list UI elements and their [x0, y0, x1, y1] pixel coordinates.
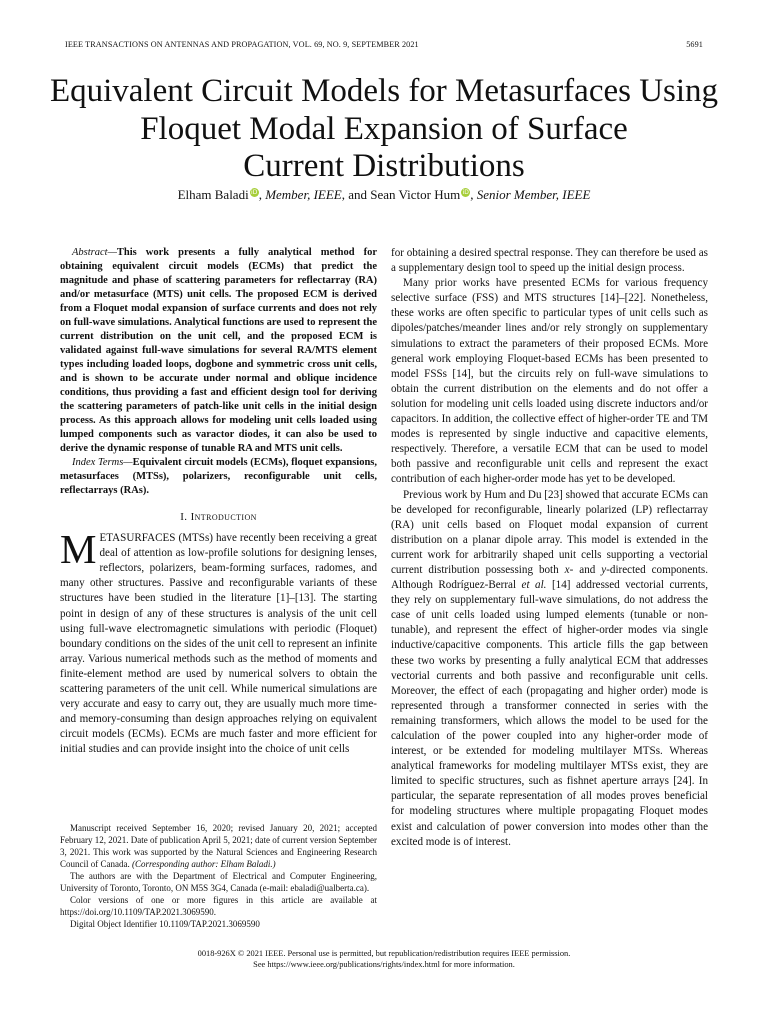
abstract [60, 246, 377, 456]
section-title: Introduction [190, 511, 257, 523]
left-column [60, 246, 377, 758]
index-terms [60, 456, 377, 498]
section-heading-introduction [60, 510, 377, 525]
index-terms-text: Equivalent circuit models (ECMs), floquet expansions, metasurfaces (MTSs), polarizers, reconfigurable unit cells, reflectarrays (RAs). [60, 457, 377, 496]
author-connector: , and [341, 187, 371, 202]
section-numeral: I. [180, 511, 191, 523]
orcid-icon[interactable]: iD [251, 188, 258, 196]
intro-paragraph-1-text: ETASURFACES (MTSs) have recently been receiving a great deal of attention as low-profile solutions for designing lenses, reflectors, polarizers, beam-forming surfaces, radomes, and many other structures. Passive and reconfigurable variants of these structures have been studied in the literature [1]–[13]. The starting point in design of any of these structures is analysis of the unit cell using full-wave electromagnetic simulations with periodic (Floquet) boundary conditions on the sides of the unit cell to represent an infinite array. Various numerical methods such as the method of moments and finite-element method are used by numerical solvers to obtain the scattering parameters of the unit cell. While numerical simulations are very accurate and easy to carry out, they are usually much more time- and memory-consuming than design approaches relying on equivalent circuit models (ECMs). ECMs are much faster and more efficient for initial studies and can provide insight into the choice of unit cells [60, 532, 377, 756]
author-name-1: Elham Baladi [177, 187, 249, 202]
copyright-notice [60, 948, 708, 970]
intro-paragraph-3: Previous work by Hum and Du [23] showed that accurate ECMs can be developed for reconfigurable, linearly polarized (LP) reflectarray (RA) unit cells based on Floquet modal expansion of current distribution on a planar dipole array. This model is extended in the current work for arbitrarily shaped unit cells supporting a vectorial current distribution possessing both x- and y-directed components. Although Rodríguez-Berral et al. [14] addressed vectorial currents, they rely on supplementary full-wave simulations, do not address the case of unit cells loaded using lumped elements (tunable or non-tunable), and represent the effect of higher-order modes via single inductive/capacitive components. This article fills the gap between these two works by presenting a fully analytical ECM that addresses vectorial currents and both passive and reconfigurable unit cells. Moreover, the effect of each (propagating and higher order) mode is represented through a transformer connected in series with the remaining transformers, which allows the model to be used for the calculation of the power coupled into any higher-order mode of interest, or be extended for modeling multilayer MTSs. Whereas analytical frameworks for modeling multilayer MTSs exist, they are limited to specific structures, such as fishnet aperture arrays [24]. In particular, the separate representation of all modes proves beneficial for modeling structures where multiple propagating Floquet modes exist and calculation of power conversion into modes other than the excited mode is of interest. [391, 488, 708, 848]
abstract-lead: Abstract— [72, 247, 117, 258]
footnotes [60, 822, 377, 930]
title-line-1: Equivalent Circuit Models for Metasurfaces Using [49, 73, 719, 109]
journal-header: IEEE TRANSACTIONS ON ANTENNAS AND PROPAGATION, VOL. 69, NO. 9, SEPTEMBER 2021 [65, 40, 419, 49]
abstract-text: This work presents a fully analytical method for obtaining equivalent circuit models (ECMs) that predict the magnitude and phase of scattering parameters for reflectarray (RA) and/or metasurface (MTS) unit cells. The proposed ECM is derived from a Floquet modal expansion of surface currents and does not rely on full-wave simulations. Analytical functions are used to represent the current distribution on the unit cell, and the proposed ECM is validated against full-wave simulations for several RA/MTS element types including loaded loops, dogbone and symmetric cross unit cells, and is shown to be accurate under normal and oblique incidence conditions, thus providing a fast and efficient design tool for deriving the scattering parameters of patch-like unit cells in the initial design process. As this approach allows for modeling unit cells loaded using lumped components such as varactor diodes, it can also be used to derive the dynamic response of tunable RA and MTS unit cells. [60, 247, 377, 454]
footnote-color-versions: Color versions of one or more figures in this article are available at https://doi.org/10.1109/TAP.2021.3069590. [60, 895, 377, 917]
title-line-3: Current Distributions [243, 148, 525, 184]
author-name-2: Sean Victor Hum [370, 187, 461, 202]
right-column [391, 246, 708, 850]
copyright-line-2: See https://www.ieee.org/publications/rights/index.html for more information. [253, 960, 515, 969]
footnote-affiliation: The authors are with the Department of Electrical and Computer Engineering, University of Toronto, Toronto, ON M5S 3G4, Canada (e-mail: ebaladi@ualberta.ca). [60, 871, 377, 893]
running-head [65, 40, 703, 49]
copyright-line-1: 0018-926X © 2021 IEEE. Personal use is permitted, but republication/redistribution requires IEEE permission. [197, 949, 571, 958]
title-line-2: Floquet Modal Expansion of Surface [140, 110, 628, 147]
page-number: 5691 [686, 40, 703, 49]
author-line: Elham Baladi iD, Member, IEEE, and Sean Victor Hum iD, Senior Member, IEEE [177, 187, 591, 202]
author-role-2: Senior Member, IEEE [476, 187, 591, 202]
footnote-doi: Digital Object Identifier 10.1109/TAP.2021.3069590 [70, 919, 260, 929]
intro-paragraph-1 [60, 526, 377, 757]
orcid-icon[interactable]: iD [462, 188, 469, 196]
author-role-1: Member, IEEE [265, 187, 342, 202]
drop-cap: M [60, 526, 97, 573]
intro-paragraph-2: Many prior works have presented ECMs for various frequency selective surface (FSS) and MTS structures [14]–[22]. Nonetheless, these works are often specific to particular types of unit cells such as dipoles/patches/meander lines and/or rely strongly on supplementary simulations to extract the parameters of their proposed ECMs. More general work employing Floquet-based ECMs has been presented to model FSSs [14], but the circuits rely on full-wave simulations to obtain the current distribution on the elements and do not offer a solution for modeling unit cells loaded using discrete inductors and/or capacitors. In addition, the collective effect of higher-order TE and TM modes is represented by single inductive and capacitive elements, respectively. Therefore, a versatile ECM that can be used to model both passive and reconfigurable unit cells and represent the exact contribution of each higher-order mode has yet to be developed. [391, 277, 708, 486]
footnote-manuscript: Manuscript received September 16, 2020; revised January 20, 2021; accepted February 12, 2021. Date of publication April 5, 2021; date of current version September 3, 2021. This work was supported by the Natural Sciences and Engineering Research Council of Canada. (Corresponding author: Elham Baladi.) [60, 823, 377, 869]
index-terms-lead: Index Terms— [72, 457, 133, 468]
paper-title [30, 73, 738, 186]
intro-paragraph-1-continued: for obtaining a desired spectral response. They can therefore be used as a supplementary design tool to speed up the initial design process. [391, 247, 708, 275]
